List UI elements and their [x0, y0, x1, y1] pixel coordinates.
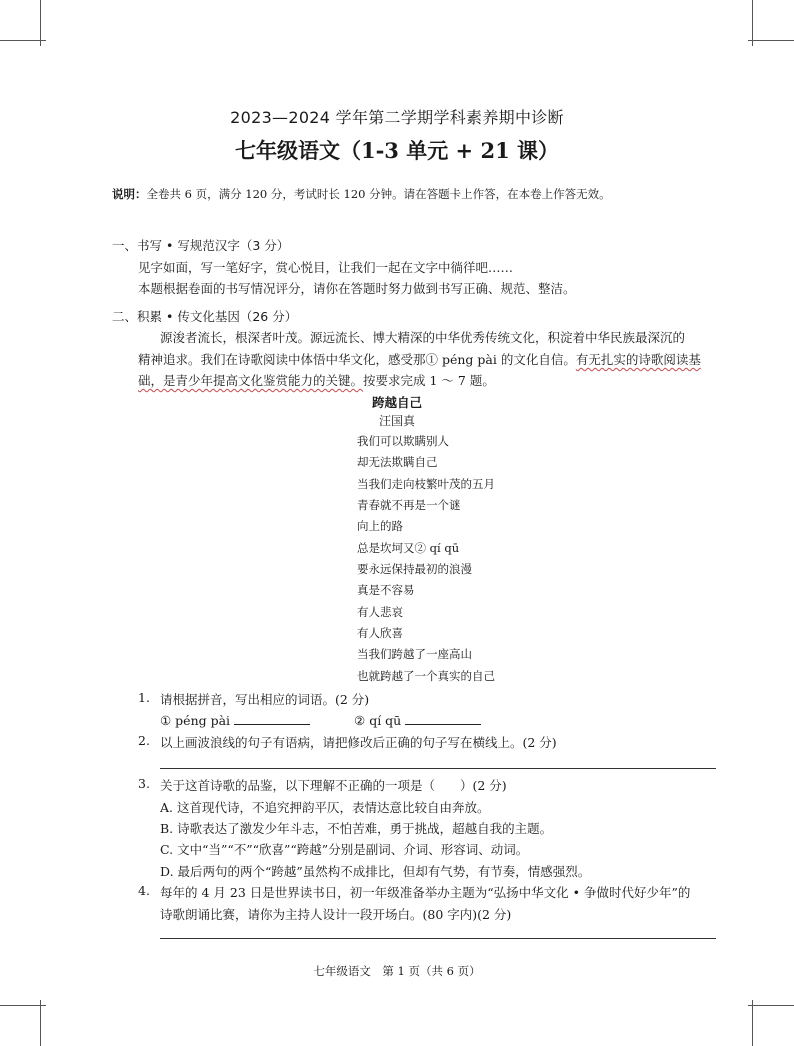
- section1-paragraph-1: 见字如面，写一笔好字，赏心悦目，让我们一起在文字中徜徉吧……: [138, 260, 514, 275]
- answer-line-q4[interactable]: [160, 938, 716, 939]
- question-4-number: 4.: [138, 883, 150, 898]
- question-4-line-2: 诗歌朗诵比赛，请你为主持人设计一段开场白。(80 字内)(2 分): [160, 907, 512, 922]
- question-1-blanks: [160, 712, 481, 728]
- crop-mark-bottom-left-h: [0, 1005, 46, 1006]
- crop-mark-bottom-right-v: [752, 1000, 753, 1046]
- wavy-sentence-part-2: 础，是青少年提高文化鉴赏能力的关键。: [138, 373, 364, 388]
- poem-line: 青春就不再是一个谜: [357, 498, 461, 512]
- question-1-text: 请根据拼音，写出相应的词语。(2 分): [160, 692, 370, 707]
- exam-subtitle: 七年级语文（1-3 单元 + 21 课）: [234, 138, 559, 163]
- option-c: C. 文中“当”“不”“欣喜”“跨越”分别是副词、介词、形容词、动词。: [160, 842, 529, 857]
- section2-line-1: 源浚者流长，根深者叶茂。源远流长、博大精深的中华优秀传统文化，积淀着中华民族最深沉的: [160, 330, 686, 345]
- question-3-text: 关于这首诗歌的品鉴，以下理解不正确的一项是（ ）(2 分): [160, 778, 507, 793]
- page-footer: 七年级语文 第 1 页（共 6 页）: [313, 964, 481, 978]
- poem-line: 当我们跨越了一座高山: [357, 647, 472, 661]
- pinyin-a-label: ① péng pài: [160, 713, 231, 728]
- poem-line: 却无法欺瞒自己: [357, 455, 438, 469]
- exam-note: [112, 186, 611, 202]
- question-2-number: 2.: [138, 733, 150, 748]
- answer-line-q2[interactable]: [160, 768, 716, 769]
- poem-line: 向上的路: [357, 519, 403, 533]
- crop-mark-bottom-right-h: [748, 1005, 794, 1006]
- note-label: 说明：: [112, 187, 147, 201]
- answer-blank-a[interactable]: [234, 712, 310, 725]
- question-4-line-1: 每年的 4 月 23 日是世界读书日，初一年级准备举办主题为“弘扬中华文化 • 争做时代好少年”的: [160, 885, 691, 900]
- poem-author: 汪国真: [378, 414, 415, 428]
- crop-mark-top-left-h: [0, 40, 46, 41]
- poem-title: 跨越自己: [371, 395, 422, 410]
- poem-line: 也就跨越了一个真实的自己: [357, 669, 495, 683]
- poem-line: 当我们走向枝繁叶茂的五月: [357, 477, 495, 491]
- poem-line: 要永远保持最初的浪漫: [357, 562, 472, 576]
- pinyin-b-label: ② qí qū: [354, 713, 402, 728]
- poem-line: 我们可以欺瞒别人: [357, 434, 449, 448]
- section2-line-2: [138, 350, 701, 368]
- question-1-number: 1.: [138, 690, 150, 705]
- option-b: B. 诗歌表达了激发少年斗志，不怕苦难，勇于挑战，超越自我的主题。: [160, 821, 553, 836]
- crop-mark-top-right-h: [748, 40, 794, 41]
- section2-line-3: [138, 371, 495, 389]
- poem-line: 真是不容易: [357, 583, 415, 597]
- section1-heading: 一、书写 • 写规范汉字（3 分）: [112, 238, 290, 253]
- note-text: 全卷共 6 页，满分 120 分，考试时长 120 分钟。请在答题卡上作答，在本卷上作答无效。: [146, 187, 611, 201]
- section2-line-3-text: 按要求完成 1 ～ 7 题。: [363, 373, 495, 388]
- option-d: D. 最后两句的两个“跨越”虽然构不成排比，但却有气势，有节奏，情感强烈。: [160, 864, 591, 879]
- poem-line: 有人悲哀: [357, 605, 403, 619]
- exam-title: 2023—2024 学年第二学期学科素养期中诊断: [230, 108, 564, 127]
- question-3-number: 3.: [138, 776, 150, 791]
- poem-line: 有人欣喜: [357, 626, 403, 640]
- answer-blank-b[interactable]: [405, 712, 481, 725]
- section1-paragraph-2: 本题根据卷面的书写情况评分，请你在答题时努力做到书写正确、规范、整洁。: [138, 281, 576, 296]
- crop-mark-bottom-left-v: [40, 1000, 41, 1046]
- section2-line-2-text: 精神追求。我们在诗歌阅读中体悟中华文化，感受那① péng pài 的文化自信。: [138, 352, 576, 367]
- section2-heading: 二、积累 • 传文化基因（26 分）: [112, 309, 298, 324]
- question-2-text: 以上画波浪线的句子有语病，请把修改后正确的句子写在横线上。(2 分): [160, 735, 557, 750]
- option-a: A. 这首现代诗，不追究押韵平仄，表情达意比较自由奔放。: [160, 800, 490, 815]
- wavy-sentence-part-1: 有无扎实的诗歌阅读基: [575, 352, 701, 367]
- poem-line: 总是坎坷又② qí qū: [357, 541, 460, 555]
